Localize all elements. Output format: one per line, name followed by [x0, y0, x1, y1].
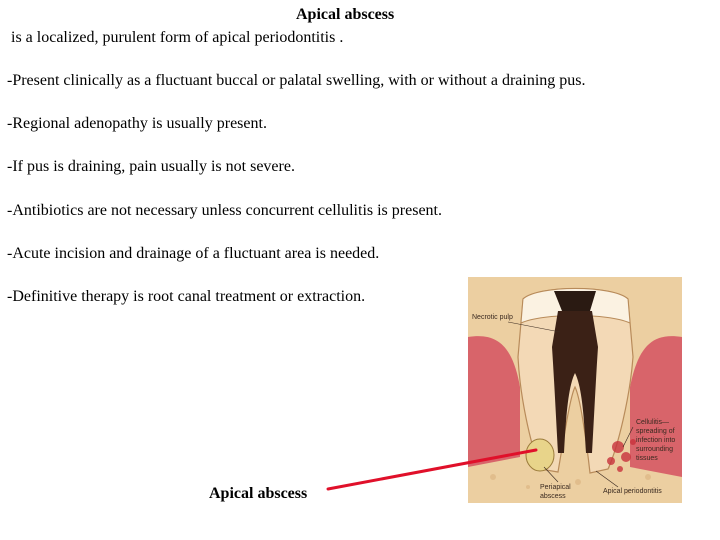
label-cellulitis: infection into	[636, 437, 676, 444]
bullet-item: -Regional adenopathy is usually present.	[7, 115, 267, 132]
bullet-item: -If pus is draining, pain usually is not severe.	[7, 158, 295, 175]
bullet-item: -Acute incision and drainage of a fluctuant area is needed.	[7, 245, 380, 262]
slide-title: Apical abscess	[296, 6, 395, 23]
label-cellulitis: Cellulitis—	[636, 419, 670, 426]
label-periapical-abscess: Periapical	[540, 484, 571, 491]
label-cellulitis: spreading of	[636, 428, 675, 435]
periapical-abscess	[526, 439, 554, 471]
label-apical-periodontitis: Apical periodontitis	[603, 488, 662, 495]
label-cellulitis: surrounding	[636, 446, 673, 453]
label-necrotic-pulp: Necrotic pulp	[472, 314, 513, 321]
bullet-item: -Present clinically as a fluctuant buccal or palatal swelling, with or without a draining pus.	[7, 72, 586, 89]
slide-subtitle: is a localized, purulent form of apical periodontitis .	[11, 29, 344, 46]
bullet-item: -Antibiotics are not necessary unless concurrent cellulitis is present.	[7, 202, 442, 219]
bullet-item: -Definitive therapy is root canal treatment or extraction.	[7, 288, 366, 305]
label-periapical-abscess: abscess	[540, 493, 566, 500]
figure-caption: Apical abscess	[209, 485, 308, 502]
label-cellulitis: tissues	[636, 455, 658, 462]
tooth-diagram	[468, 277, 682, 503]
tooth-abscess-illustration	[468, 277, 682, 503]
